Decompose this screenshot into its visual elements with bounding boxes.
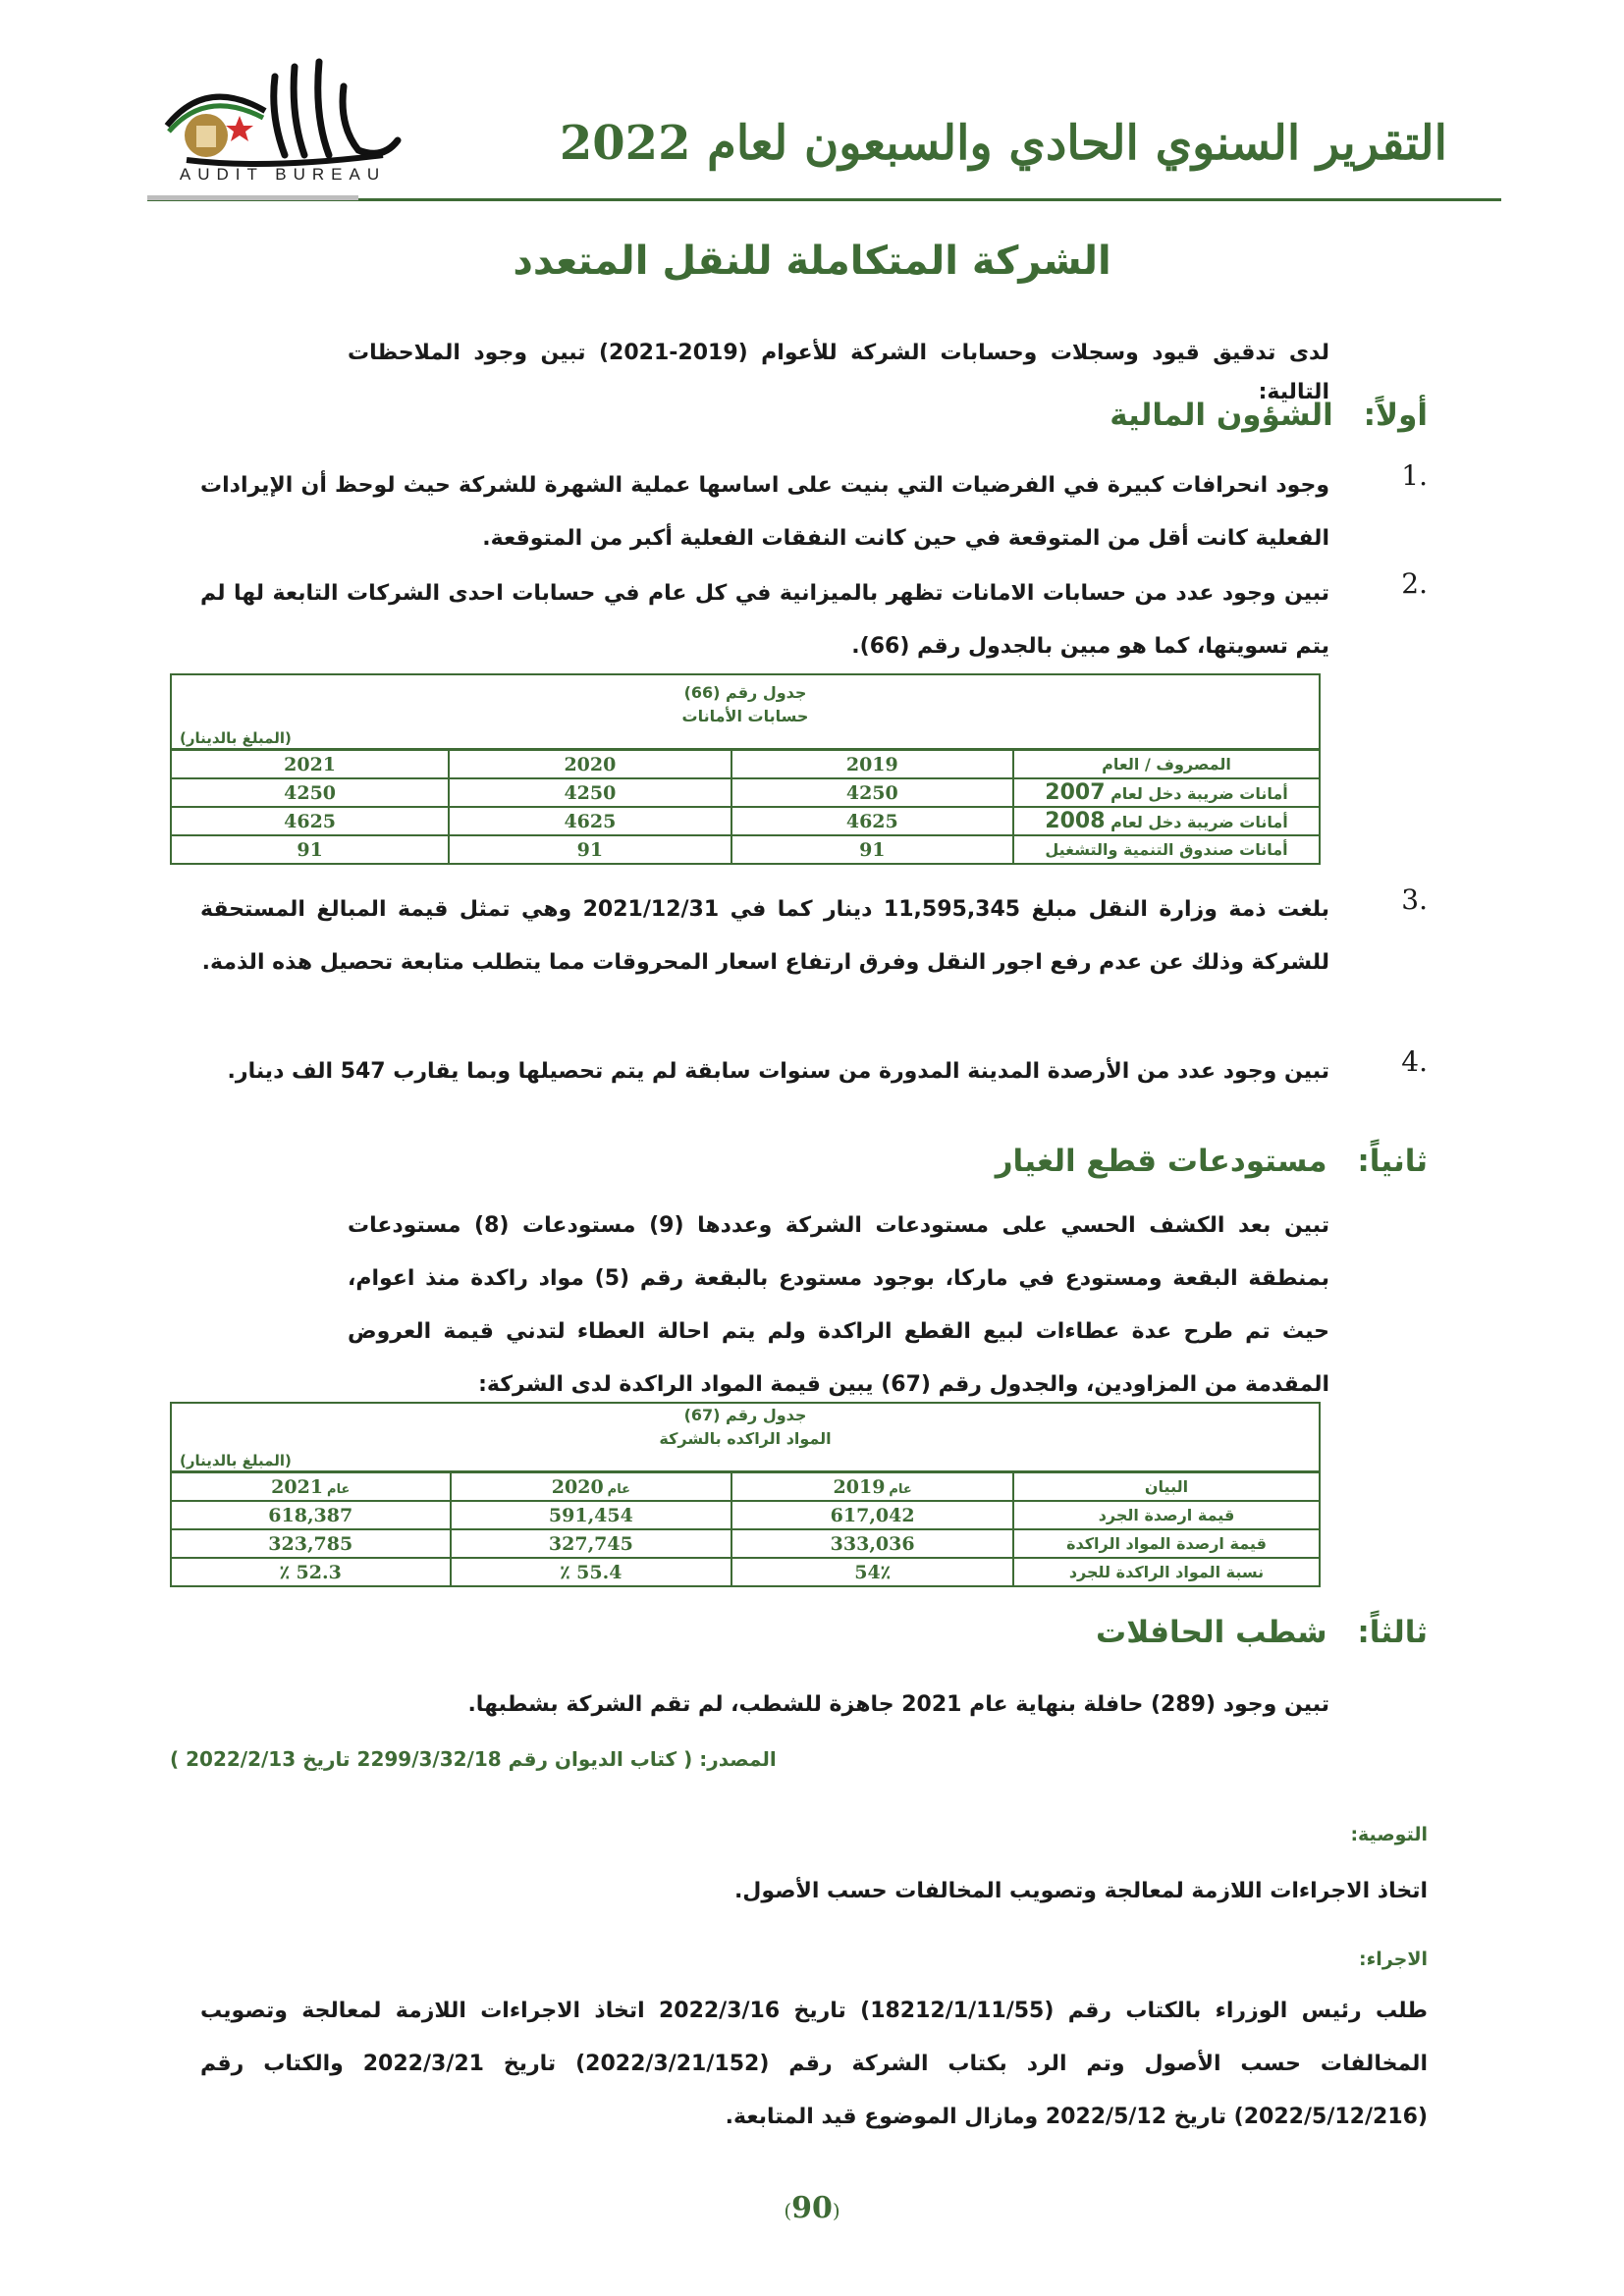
table-cell: 4250 <box>449 778 731 807</box>
section-number: أولاً: <box>1363 398 1428 433</box>
table-cell: 4625 <box>449 807 731 835</box>
table-cell: 323,785 <box>172 1529 451 1558</box>
report-header-title: التقرير السنوي الحادي والسبعون لعام 2022 <box>559 116 1447 171</box>
list-text: تبين وجود عدد من الأرصدة المدينة المدورة من سنوات سابقة لم يتم تحصيلها وبما يقارب 547 الف دينار. <box>227 1059 1329 1084</box>
table-67 <box>170 1402 1321 1587</box>
list-number: .2 <box>1401 567 1428 600</box>
column-header: عام2021 <box>172 1472 451 1502</box>
column-header: 2019 <box>731 750 1013 779</box>
recommendation-heading: التوصية: <box>1350 1824 1428 1845</box>
table-row <box>172 807 1319 835</box>
table-cell: 91 <box>449 835 731 863</box>
list-item <box>200 459 1428 565</box>
table-number: جدول رقم (67) <box>683 1406 807 1424</box>
list-number: .3 <box>1401 883 1428 916</box>
table-caption <box>172 675 1319 728</box>
intro-paragraph: لدى تدقيق قيود وسجلات وحسابات الشركة للأعوام (2019-2021) تبين وجود الملاحظات التالية: <box>348 341 1329 404</box>
action-heading: الاجراء: <box>1359 1949 1428 1970</box>
table-row <box>172 1558 1319 1585</box>
row-label: أمانات ضريبة دخل لعام 2008 <box>1013 807 1319 835</box>
list-text: وجود انحرافات كبيرة في الفرضيات التي بنيت على اساسها عملية الشهرة للشركة حيث لوحظ أن الإيرادات الفعلية كانت أقل من المتوقعة في حين كانت النفقات الفعلية أكبر من المتوقعة. <box>200 473 1329 551</box>
column-header: عام2020 <box>451 1472 732 1502</box>
table-title: حسابات الأمانات <box>681 707 809 725</box>
header-divider-accent <box>147 195 358 200</box>
section-title: شطب الحافلات <box>1096 1615 1327 1650</box>
table-cell: 4250 <box>731 778 1013 807</box>
action-text: طلب رئيس الوزراء بالكتاب رقم (18212/1/11/55) تاريخ 2022/3/16 اتخاذ الاجراءات اللازمة لمعالجة وتصويب المخالفات حسب الأصول وتم الرد بكتاب الشركة رقم (2022/3/21/152) تاريخ 2022/3/21 والكتاب رقم (2022/5/12/216) تاريخ 2022/5/12 ومازال الموضوع قيد المتابعة. <box>200 1999 1428 2129</box>
table-cell: 591,454 <box>451 1501 732 1529</box>
table-cell: 618,387 <box>172 1501 451 1529</box>
list-text: بلغت ذمة وزارة النقل مبلغ 11,595,345 دينار كما في 2021/12/31 وهي تمثل قيمة المبالغ المستحقة للشركة وذلك عن عدم رفع اجور النقل وفرق ارتفاع اسعار المحروقات مما يتطلب متابعة تحصيل هذه الذمة. <box>200 897 1329 975</box>
table-cell: 91 <box>731 835 1013 863</box>
table-number: جدول رقم (66) <box>683 683 807 702</box>
section-title: الشؤون المالية <box>1110 398 1333 433</box>
data-table <box>172 1470 1319 1585</box>
section-heading-financial <box>1110 398 1428 433</box>
table-row <box>172 1501 1319 1529</box>
column-header: عام2019 <box>731 1472 1013 1502</box>
row-label: نسبة المواد الراكدة للجرد <box>1013 1558 1319 1585</box>
row-label: أمانات ضريبة دخل لعام 2007 <box>1013 778 1319 807</box>
list-item <box>200 883 1428 989</box>
page-number: (90) <box>784 2191 840 2225</box>
table-header-row <box>172 750 1319 779</box>
table-cell: 4625 <box>731 807 1013 835</box>
table-unit: (المبلغ بالدينار) <box>180 1452 292 1469</box>
table-66 <box>170 673 1321 865</box>
list-item <box>200 1045 1428 1098</box>
table-cell: 333,036 <box>731 1529 1013 1558</box>
list-number: .1 <box>1401 459 1428 492</box>
list-item <box>200 567 1428 673</box>
row-label: أمانات صندوق التنمية والتشغيل <box>1013 835 1319 863</box>
column-header: 2020 <box>449 750 731 779</box>
table-cell: 327,745 <box>451 1529 732 1558</box>
table-title: المواد الراكده بالشركة <box>659 1429 832 1448</box>
table-cell: 54٪ <box>731 1558 1013 1585</box>
table-cell: 91 <box>172 835 449 863</box>
column-header: 2021 <box>172 750 449 779</box>
table-row <box>172 778 1319 807</box>
table-cell: 52.3 ٪ <box>172 1558 451 1585</box>
column-header: البيان <box>1013 1472 1319 1502</box>
section-title: مستودعات قطع الغيار <box>995 1144 1327 1179</box>
data-table <box>172 748 1319 863</box>
table-unit: (المبلغ بالدينار) <box>180 729 292 747</box>
section-number: ثالثاً: <box>1357 1615 1428 1650</box>
list-text: تبين وجود عدد من حسابات الامانات تظهر بالميزانية في كل عام في حسابات احدى الشركات التابعة لها لم يتم تسويتها، كما هو مبين بالجدول رقم (66). <box>200 581 1329 659</box>
section-number: ثانياً: <box>1357 1144 1428 1179</box>
logo-english-text: AUDIT BUREAU <box>179 165 387 184</box>
table-header-row <box>172 1472 1319 1502</box>
source-reference: المصدر: ( كتاب الديوان رقم 2299/3/32/18 تاريخ 2022/2/13 ) <box>170 1747 777 1771</box>
list-number: .4 <box>1401 1045 1428 1078</box>
table-caption <box>172 1404 1319 1451</box>
warehouses-paragraph: تبين بعد الكشف الحسي على مستودعات الشركة وعددها (9) مستودعات (8) مستودعات بمنطقة البقعة ومستودع في ماركا، بوجود مستودع بالبقعة رقم (5) مواد راكدة منذ اعوام، حيث تم طرح عدة عطاءات لبيع القطع الراكدة ولم يتم احالة العطاء لتدني قيمة العروض المقدمة من المزاودين، والجدول رقم (67) يبين قيمة المواد الراكدة لدى الشركة: <box>348 1213 1329 1397</box>
table-cell: 55.4 ٪ <box>451 1558 732 1585</box>
table-row <box>172 835 1319 863</box>
buses-paragraph: تبين وجود (289) حافلة بنهاية عام 2021 جاهزة للشطب، لم تقم الشركة بشطبها. <box>467 1692 1329 1717</box>
column-header: المصروف / العام <box>1013 750 1319 779</box>
recommendation-text: اتخاذ الاجراءات اللازمة لمعالجة وتصويب المخالفات حسب الأصول. <box>733 1879 1428 1903</box>
table-cell: 4625 <box>172 807 449 835</box>
section-heading-warehouses <box>996 1144 1428 1179</box>
table-cell: 617,042 <box>731 1501 1013 1529</box>
section-heading-buses <box>1096 1615 1428 1650</box>
row-label: قيمة ارصدة المواد الراكدة <box>1013 1529 1319 1558</box>
page-title: الشركة المتكاملة للنقل المتعدد <box>513 239 1111 284</box>
table-row <box>172 1529 1319 1558</box>
table-cell: 4250 <box>172 778 449 807</box>
row-label: قيمة ارصدة الجرد <box>1013 1501 1319 1529</box>
